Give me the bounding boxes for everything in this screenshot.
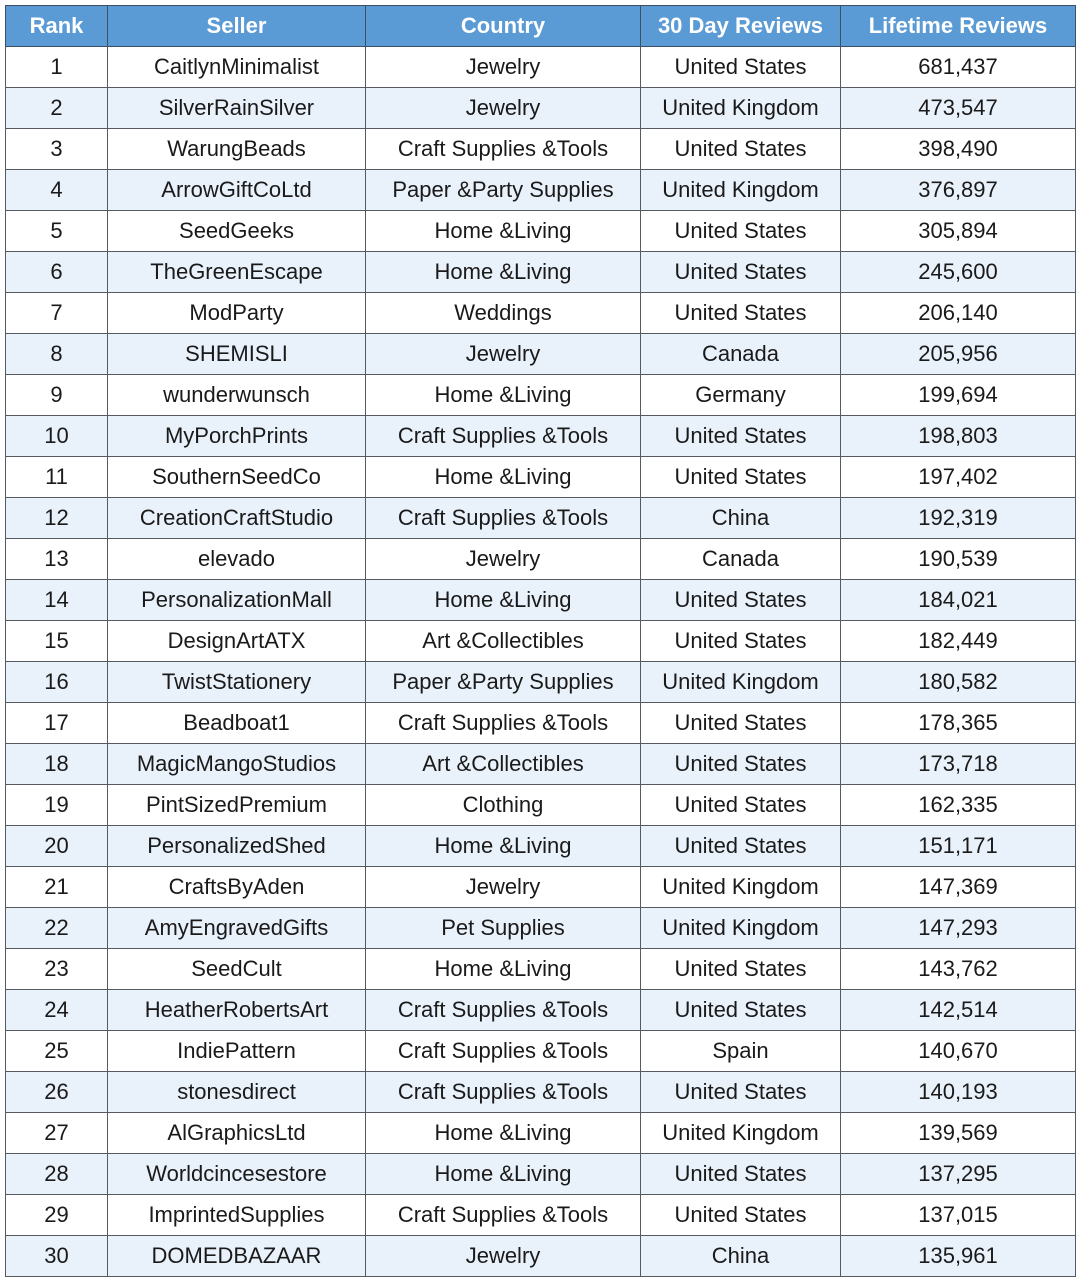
cell-country: Craft Supplies &Tools — [366, 1072, 641, 1113]
cell-lifetime-reviews: 143,762 — [841, 949, 1076, 990]
cell-30-day-reviews: United Kingdom — [641, 908, 841, 949]
cell-rank: 16 — [6, 662, 108, 703]
cell-rank: 13 — [6, 539, 108, 580]
cell-lifetime-reviews: 180,582 — [841, 662, 1076, 703]
cell-country: Jewelry — [366, 88, 641, 129]
cell-lifetime-reviews: 135,961 — [841, 1236, 1076, 1277]
cell-country: Pet Supplies — [366, 908, 641, 949]
cell-lifetime-reviews: 139,569 — [841, 1113, 1076, 1154]
cell-rank: 7 — [6, 293, 108, 334]
table-row — [6, 1154, 1076, 1195]
cell-30-day-reviews: United States — [641, 990, 841, 1031]
cell-seller: DesignArtATX — [108, 621, 366, 662]
cell-rank: 1 — [6, 47, 108, 88]
cell-lifetime-reviews: 173,718 — [841, 744, 1076, 785]
cell-30-day-reviews: United States — [641, 580, 841, 621]
cell-seller: SilverRainSilver — [108, 88, 366, 129]
cell-30-day-reviews: United States — [641, 785, 841, 826]
table-row — [6, 621, 1076, 662]
cell-30-day-reviews: United States — [641, 1072, 841, 1113]
cell-country: Home &Living — [366, 826, 641, 867]
cell-30-day-reviews: United States — [641, 47, 841, 88]
cell-country: Home &Living — [366, 375, 641, 416]
cell-country: Craft Supplies &Tools — [366, 129, 641, 170]
cell-rank: 14 — [6, 580, 108, 621]
cell-seller: SHEMISLI — [108, 334, 366, 375]
cell-30-day-reviews: Canada — [641, 539, 841, 580]
cell-country: Home &Living — [366, 457, 641, 498]
cell-seller: wunderwunsch — [108, 375, 366, 416]
cell-seller: PersonalizedShed — [108, 826, 366, 867]
cell-rank: 5 — [6, 211, 108, 252]
cell-lifetime-reviews: 190,539 — [841, 539, 1076, 580]
cell-country: Home &Living — [366, 252, 641, 293]
cell-country: Jewelry — [366, 334, 641, 375]
cell-lifetime-reviews: 473,547 — [841, 88, 1076, 129]
cell-seller: AlGraphicsLtd — [108, 1113, 366, 1154]
cell-30-day-reviews: United States — [641, 1195, 841, 1236]
cell-lifetime-reviews: 199,694 — [841, 375, 1076, 416]
table-row — [6, 1031, 1076, 1072]
table-row — [6, 826, 1076, 867]
cell-lifetime-reviews: 398,490 — [841, 129, 1076, 170]
cell-rank: 28 — [6, 1154, 108, 1195]
table-row — [6, 949, 1076, 990]
cell-30-day-reviews: United States — [641, 457, 841, 498]
cell-country: Home &Living — [366, 211, 641, 252]
cell-lifetime-reviews: 376,897 — [841, 170, 1076, 211]
table-row — [6, 129, 1076, 170]
cell-country: Craft Supplies &Tools — [366, 703, 641, 744]
cell-country: Craft Supplies &Tools — [366, 498, 641, 539]
header-rank: Rank — [6, 6, 108, 47]
cell-lifetime-reviews: 197,402 — [841, 457, 1076, 498]
cell-lifetime-reviews: 305,894 — [841, 211, 1076, 252]
cell-country: Home &Living — [366, 1154, 641, 1195]
cell-lifetime-reviews: 205,956 — [841, 334, 1076, 375]
cell-30-day-reviews: China — [641, 1236, 841, 1277]
cell-country: Jewelry — [366, 539, 641, 580]
cell-country: Craft Supplies &Tools — [366, 1031, 641, 1072]
table-row — [6, 211, 1076, 252]
cell-country: Home &Living — [366, 580, 641, 621]
table-row — [6, 252, 1076, 293]
table-row — [6, 293, 1076, 334]
cell-seller: ArrowGiftCoLtd — [108, 170, 366, 211]
cell-lifetime-reviews: 147,293 — [841, 908, 1076, 949]
cell-seller: CaitlynMinimalist — [108, 47, 366, 88]
cell-30-day-reviews: United States — [641, 826, 841, 867]
cell-30-day-reviews: United States — [641, 252, 841, 293]
table-row — [6, 703, 1076, 744]
cell-rank: 26 — [6, 1072, 108, 1113]
table-row — [6, 785, 1076, 826]
cell-30-day-reviews: United States — [641, 293, 841, 334]
cell-rank: 4 — [6, 170, 108, 211]
cell-rank: 6 — [6, 252, 108, 293]
cell-30-day-reviews: United Kingdom — [641, 1113, 841, 1154]
cell-seller: TwistStationery — [108, 662, 366, 703]
table-row — [6, 744, 1076, 785]
cell-seller: Worldcincesestore — [108, 1154, 366, 1195]
cell-country: Clothing — [366, 785, 641, 826]
table-row — [6, 580, 1076, 621]
cell-seller: CreationCraftStudio — [108, 498, 366, 539]
cell-30-day-reviews: United States — [641, 744, 841, 785]
cell-country: Art &Collectibles — [366, 621, 641, 662]
cell-lifetime-reviews: 142,514 — [841, 990, 1076, 1031]
cell-seller: ModParty — [108, 293, 366, 334]
cell-lifetime-reviews: 137,015 — [841, 1195, 1076, 1236]
cell-30-day-reviews: United States — [641, 129, 841, 170]
cell-lifetime-reviews: 245,600 — [841, 252, 1076, 293]
cell-rank: 20 — [6, 826, 108, 867]
cell-lifetime-reviews: 206,140 — [841, 293, 1076, 334]
cell-seller: WarungBeads — [108, 129, 366, 170]
cell-lifetime-reviews: 147,369 — [841, 867, 1076, 908]
header-row — [6, 6, 1076, 47]
cell-rank: 24 — [6, 990, 108, 1031]
header-seller: Seller — [108, 6, 366, 47]
header-30-day-reviews: 30 Day Reviews — [641, 6, 841, 47]
table-row — [6, 375, 1076, 416]
cell-30-day-reviews: United States — [641, 703, 841, 744]
cell-lifetime-reviews: 184,021 — [841, 580, 1076, 621]
header-lifetime-reviews: Lifetime Reviews — [841, 6, 1076, 47]
table-row — [6, 170, 1076, 211]
cell-rank: 25 — [6, 1031, 108, 1072]
cell-30-day-reviews: United States — [641, 211, 841, 252]
cell-country: Jewelry — [366, 47, 641, 88]
cell-country: Home &Living — [366, 949, 641, 990]
cell-lifetime-reviews: 198,803 — [841, 416, 1076, 457]
cell-rank: 3 — [6, 129, 108, 170]
cell-30-day-reviews: Canada — [641, 334, 841, 375]
cell-rank: 18 — [6, 744, 108, 785]
cell-30-day-reviews: United Kingdom — [641, 867, 841, 908]
cell-30-day-reviews: Germany — [641, 375, 841, 416]
cell-rank: 29 — [6, 1195, 108, 1236]
table-row — [6, 1113, 1076, 1154]
cell-30-day-reviews: United States — [641, 416, 841, 457]
cell-seller: stonesdirect — [108, 1072, 366, 1113]
cell-seller: SeedGeeks — [108, 211, 366, 252]
cell-country: Jewelry — [366, 1236, 641, 1277]
cell-seller: Beadboat1 — [108, 703, 366, 744]
cell-country: Craft Supplies &Tools — [366, 416, 641, 457]
cell-rank: 11 — [6, 457, 108, 498]
table-row — [6, 908, 1076, 949]
cell-seller: TheGreenEscape — [108, 252, 366, 293]
cell-30-day-reviews: United States — [641, 949, 841, 990]
table-row — [6, 88, 1076, 129]
cell-rank: 22 — [6, 908, 108, 949]
table-row — [6, 1195, 1076, 1236]
table-row — [6, 334, 1076, 375]
cell-country: Weddings — [366, 293, 641, 334]
cell-seller: PintSizedPremium — [108, 785, 366, 826]
cell-country: Home &Living — [366, 1113, 641, 1154]
header-country: Country — [366, 6, 641, 47]
table-row — [6, 539, 1076, 580]
table-row — [6, 457, 1076, 498]
cell-lifetime-reviews: 137,295 — [841, 1154, 1076, 1195]
cell-30-day-reviews: China — [641, 498, 841, 539]
cell-seller: PersonalizationMall — [108, 580, 366, 621]
cell-seller: elevado — [108, 539, 366, 580]
cell-30-day-reviews: United Kingdom — [641, 662, 841, 703]
cell-lifetime-reviews: 162,335 — [841, 785, 1076, 826]
cell-30-day-reviews: United Kingdom — [641, 170, 841, 211]
cell-rank: 27 — [6, 1113, 108, 1154]
cell-rank: 17 — [6, 703, 108, 744]
cell-30-day-reviews: Spain — [641, 1031, 841, 1072]
cell-seller: SouthernSeedCo — [108, 457, 366, 498]
table-body — [6, 47, 1076, 1277]
cell-rank: 19 — [6, 785, 108, 826]
cell-rank: 21 — [6, 867, 108, 908]
cell-30-day-reviews: United States — [641, 621, 841, 662]
cell-rank: 10 — [6, 416, 108, 457]
cell-rank: 2 — [6, 88, 108, 129]
cell-seller: SeedCult — [108, 949, 366, 990]
cell-country: Paper &Party Supplies — [366, 662, 641, 703]
cell-lifetime-reviews: 140,670 — [841, 1031, 1076, 1072]
cell-rank: 8 — [6, 334, 108, 375]
cell-30-day-reviews: United Kingdom — [641, 88, 841, 129]
cell-lifetime-reviews: 151,171 — [841, 826, 1076, 867]
cell-country: Jewelry — [366, 867, 641, 908]
table-row — [6, 867, 1076, 908]
cell-seller: HeatherRobertsArt — [108, 990, 366, 1031]
cell-30-day-reviews: United States — [641, 1154, 841, 1195]
cell-country: Craft Supplies &Tools — [366, 990, 641, 1031]
cell-seller: MagicMangoStudios — [108, 744, 366, 785]
table-row — [6, 498, 1076, 539]
cell-rank: 30 — [6, 1236, 108, 1277]
cell-rank: 9 — [6, 375, 108, 416]
cell-seller: MyPorchPrints — [108, 416, 366, 457]
cell-lifetime-reviews: 178,365 — [841, 703, 1076, 744]
cell-lifetime-reviews: 681,437 — [841, 47, 1076, 88]
cell-lifetime-reviews: 182,449 — [841, 621, 1076, 662]
cell-country: Craft Supplies &Tools — [366, 1195, 641, 1236]
cell-seller: DOMEDBAZAAR — [108, 1236, 366, 1277]
cell-lifetime-reviews: 192,319 — [841, 498, 1076, 539]
table-row — [6, 1236, 1076, 1277]
cell-country: Paper &Party Supplies — [366, 170, 641, 211]
cell-country: Art &Collectibles — [366, 744, 641, 785]
table-row — [6, 662, 1076, 703]
cell-seller: IndiePattern — [108, 1031, 366, 1072]
cell-rank: 12 — [6, 498, 108, 539]
table-row — [6, 1072, 1076, 1113]
table-row — [6, 990, 1076, 1031]
cell-lifetime-reviews: 140,193 — [841, 1072, 1076, 1113]
cell-rank: 23 — [6, 949, 108, 990]
cell-seller: CraftsByAden — [108, 867, 366, 908]
cell-seller: ImprintedSupplies — [108, 1195, 366, 1236]
table-row — [6, 47, 1076, 88]
cell-seller: AmyEngravedGifts — [108, 908, 366, 949]
table-row — [6, 416, 1076, 457]
cell-rank: 15 — [6, 621, 108, 662]
seller-ranking-table — [5, 5, 1076, 1277]
